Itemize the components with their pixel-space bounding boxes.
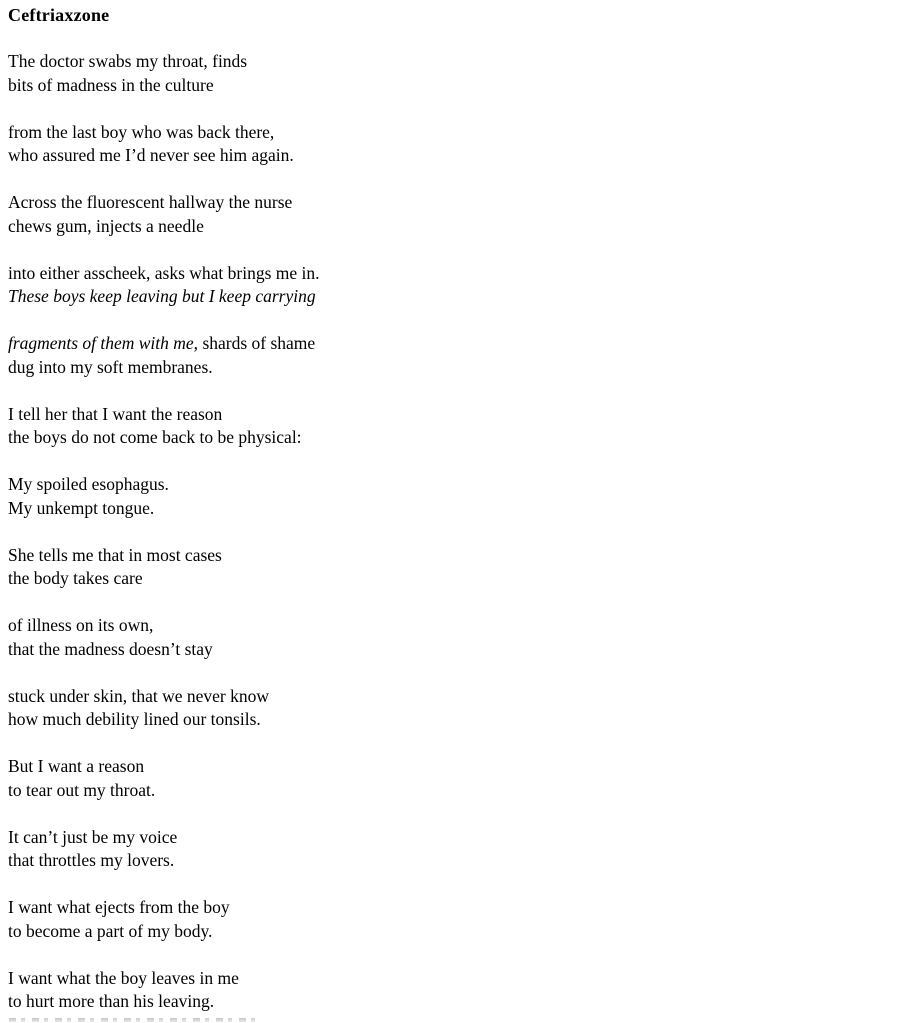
- poem-line: [8, 50, 892, 74]
- poem-line: [8, 332, 892, 356]
- poem-line: [8, 262, 892, 286]
- poem-segment: I tell her that I want the reason: [8, 403, 223, 424]
- poem-segment: chews gum, injects a needle: [8, 215, 204, 236]
- stanza: [8, 755, 892, 802]
- poem-line: [8, 826, 892, 850]
- poem-line: [8, 708, 892, 732]
- poem-line: [8, 638, 892, 662]
- poem-segment: dug into my soft membranes.: [8, 356, 213, 377]
- poem-segment: that the madness doesn’t stay: [8, 638, 213, 659]
- stanza: [8, 50, 892, 97]
- stanza: [8, 685, 892, 732]
- poem-line: [8, 473, 892, 497]
- poem-segment: shards of shame: [198, 333, 316, 353]
- stanza: [8, 614, 892, 661]
- poem-segment: to hurt more than his leaving.: [8, 991, 215, 1011]
- stanza: [8, 191, 892, 238]
- poem-line: [8, 426, 892, 450]
- stanza: [8, 332, 892, 379]
- poem-line: [8, 544, 892, 568]
- poem-body: [8, 50, 892, 1014]
- poem-segment: into either asscheek, asks what brings me in.: [8, 262, 320, 283]
- stanza: [8, 403, 892, 450]
- poem-title: Ceftriaxzone: [8, 5, 110, 25]
- poem-segment: the body takes care: [8, 568, 143, 588]
- poem-segment: But I want a reason: [8, 756, 145, 776]
- poem-line: [8, 567, 892, 591]
- stanza: [8, 544, 892, 591]
- poem-segment: My spoiled esophagus.: [8, 474, 169, 494]
- poem-segment: Across the fluorescent hallway the nurse: [8, 192, 293, 212]
- poem-segment: of illness on its own,: [8, 615, 154, 635]
- poem-line: [8, 779, 892, 803]
- poem-segment: stuck under skin, that we never know: [8, 685, 269, 706]
- poem-line: [8, 990, 892, 1014]
- poem-segment-italic: fragments of them with me,: [8, 333, 199, 353]
- stanza: [8, 262, 892, 309]
- poem-segment: to become a part of my body.: [8, 920, 213, 941]
- stanza: [8, 967, 892, 1014]
- poem-line: [8, 967, 892, 991]
- poem-segment: I want what the boy leaves in me: [8, 967, 239, 988]
- stanza: [8, 473, 892, 520]
- poem-segment: from the last boy who was back there,: [8, 121, 275, 142]
- poem-line: [8, 614, 892, 638]
- poem-segment: to tear out my throat.: [8, 779, 156, 800]
- poem-line: [8, 191, 892, 215]
- poem-segment: The doctor swabs my throat, finds: [8, 51, 248, 71]
- poem-line: [8, 356, 892, 380]
- poem-segment: who assured me I’d never see him again.: [8, 145, 294, 165]
- poem-line: [8, 896, 892, 920]
- poem-segment-italic: These boys keep leaving but I keep carrying: [8, 286, 316, 306]
- stanza: [8, 121, 892, 168]
- poem-segment: I want what ejects from the boy: [8, 897, 230, 917]
- poem-segment: that throttles my lovers.: [8, 850, 175, 870]
- poem-segment: bits of madness in the culture: [8, 74, 214, 95]
- poem-line: [8, 403, 892, 427]
- poem-line: [8, 215, 892, 239]
- poem-line: [8, 285, 892, 309]
- poem-segment: It can’t just be my voice: [8, 826, 178, 847]
- poem-line: [8, 121, 892, 145]
- poem-line: [8, 74, 892, 98]
- clipped-next-line: [9, 1018, 261, 1022]
- poem-line: [8, 685, 892, 709]
- poem-segment: the boys do not come back to be physical:: [8, 427, 302, 447]
- poem-line: [8, 497, 892, 521]
- stanza: [8, 896, 892, 943]
- stanza: [8, 826, 892, 873]
- poem-segment: how much debility lined our tonsils.: [8, 709, 261, 729]
- poem-line: [8, 849, 892, 873]
- poem-segment: My unkempt tongue.: [8, 497, 155, 518]
- poem-segment: She tells me that in most cases: [8, 544, 222, 565]
- poem-line: [8, 144, 892, 168]
- poem-line: [8, 920, 892, 944]
- poem-line: [8, 755, 892, 779]
